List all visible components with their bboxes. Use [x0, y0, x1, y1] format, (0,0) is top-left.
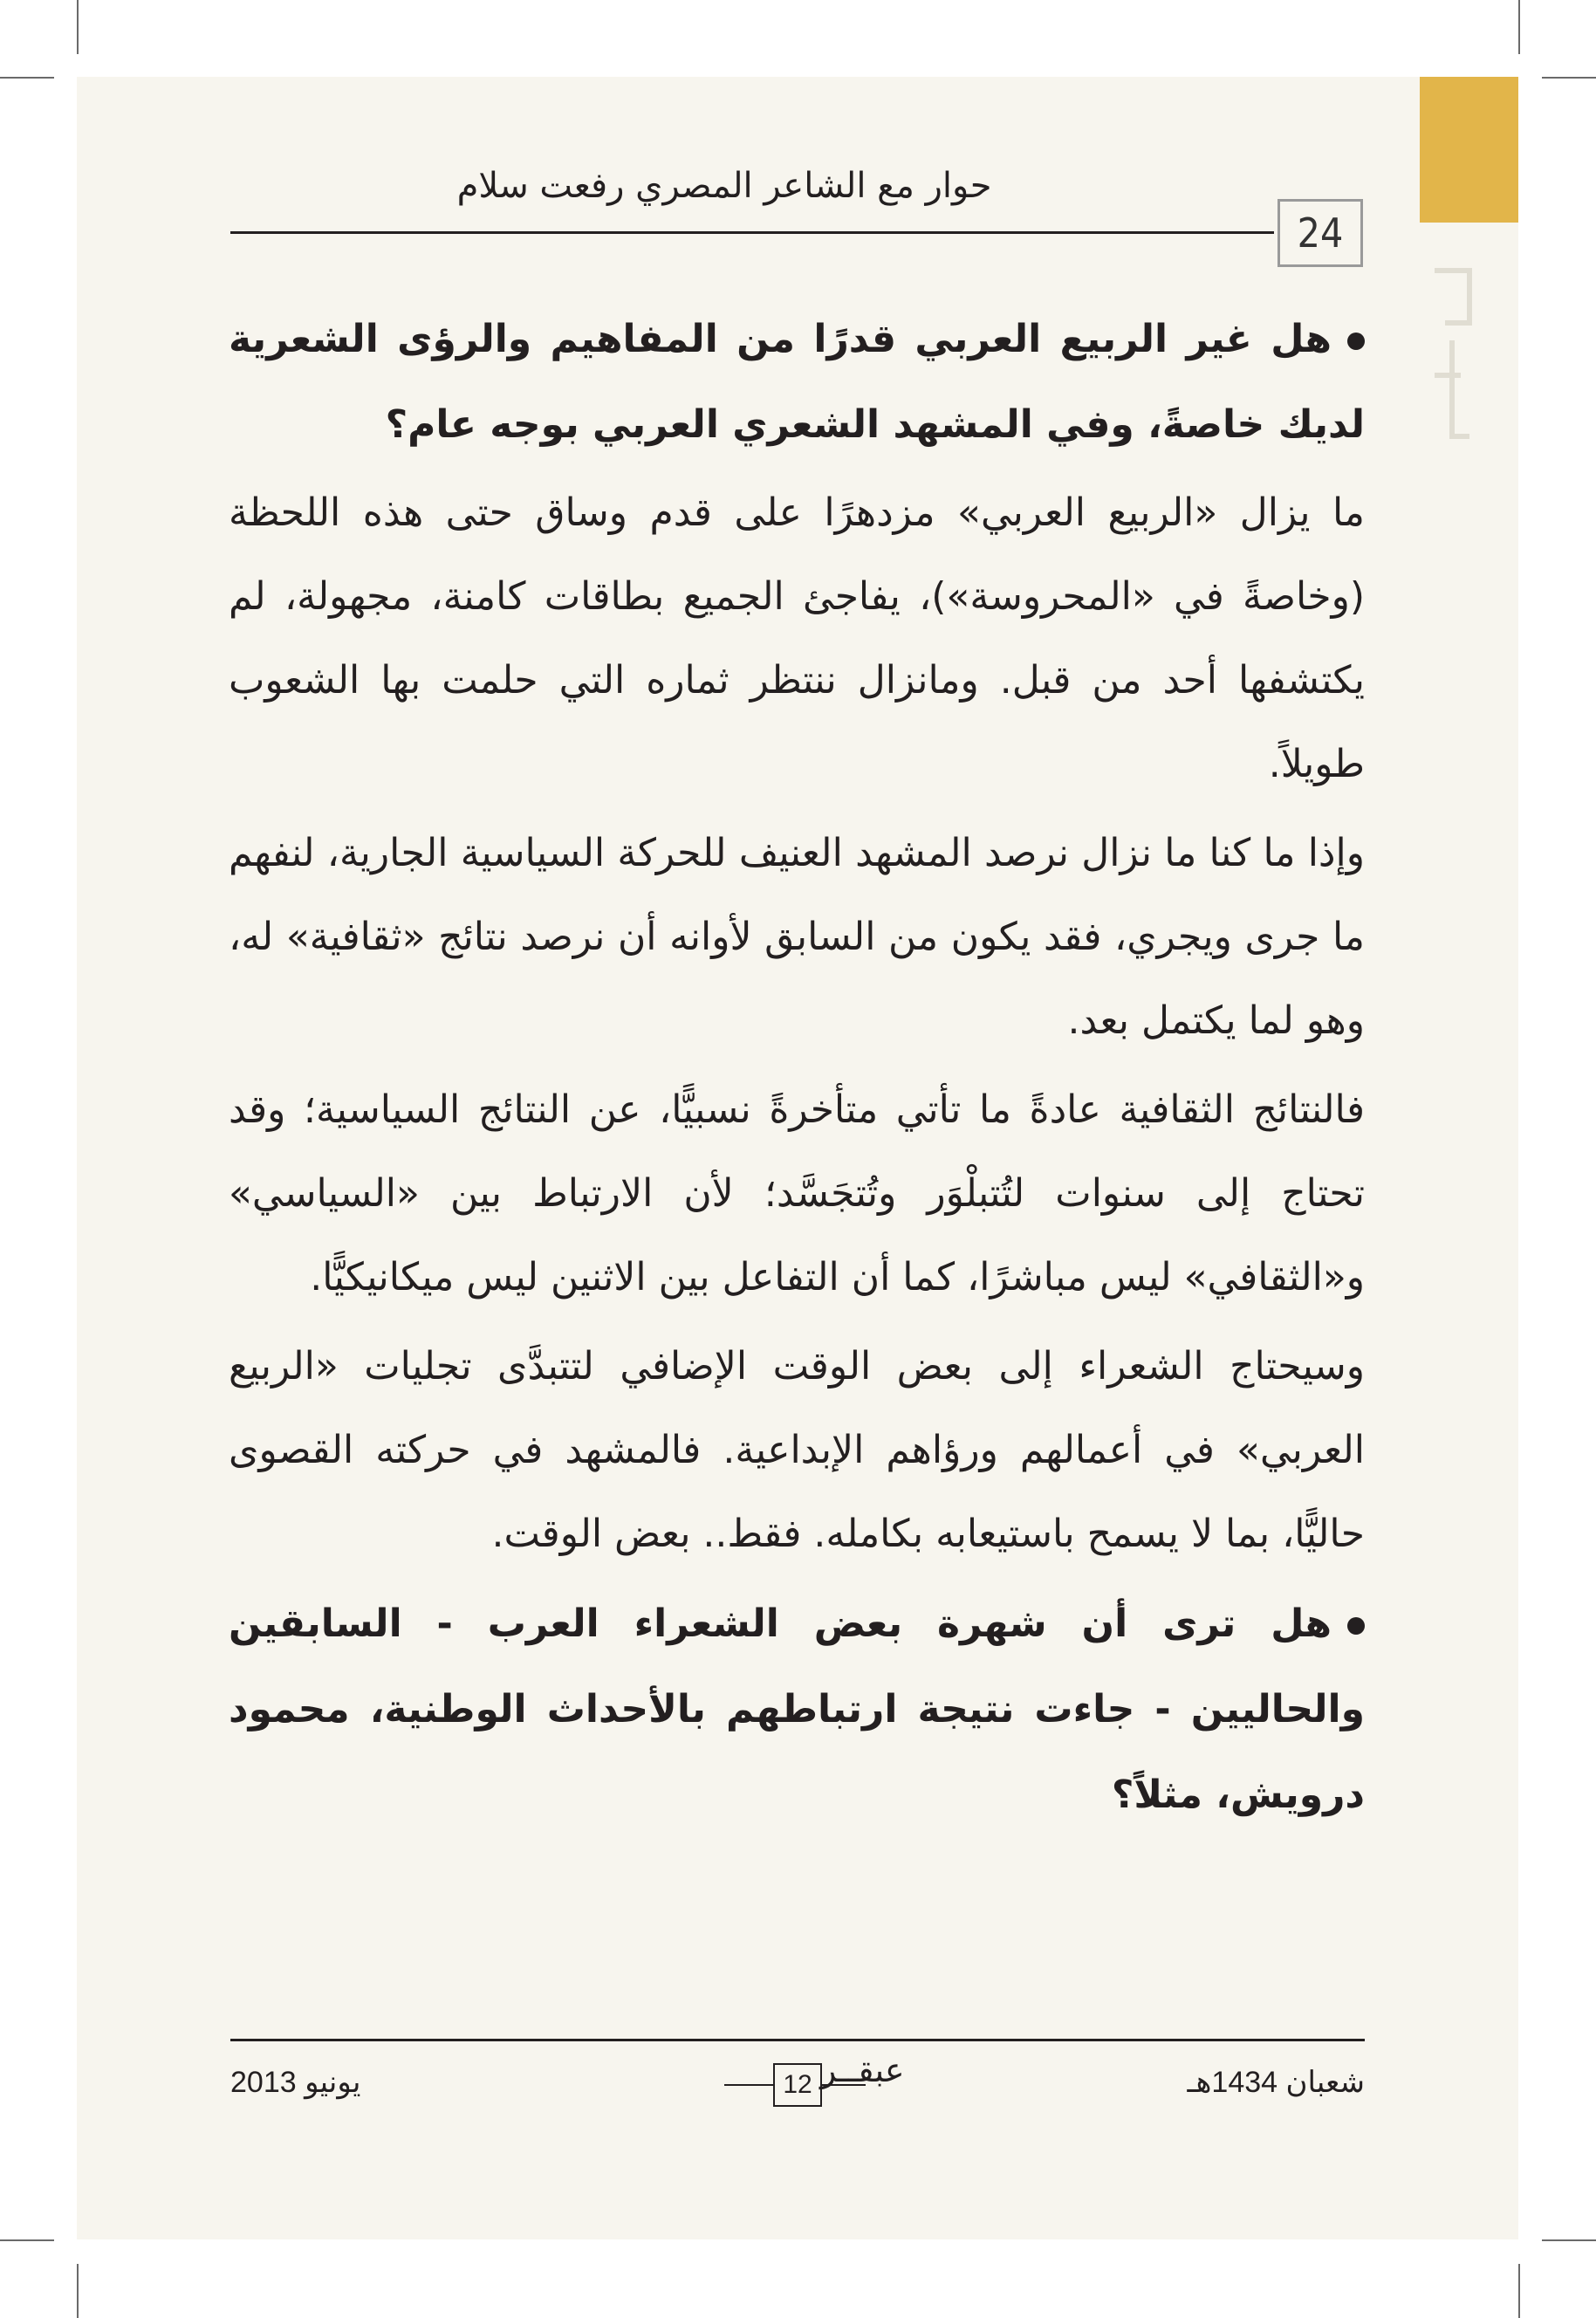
- answer-paragraph: وسيحتاج الشعراء إلى بعض الوقت الإضافي لتتبدَّى تجليات «الربيع العربي» في أعمالهم ورؤاهم الإبداعية. فالمشهد في حركته القصوى حاليًّا، بما لا يسمح باستيعابه بكامله. فقط.. بعض الوقت.: [229, 1344, 1365, 1556]
- footer-magazine-mark: [698, 2051, 925, 2112]
- header-rule: [230, 231, 1274, 234]
- answer-paragraph: ما يزال «الربيع العربي» مزدهرًا على قدم وساق حتى هذه اللحظة (وخاصةً في «المحروسة»)، يفاجئ الجميع بطاقات كامنة، مجهولة، لم يكتشفها أحد من قبل. ومانزال ننتظر ثماره التي حلمت بها الشعوب طويلاً.: [229, 490, 1365, 786]
- crop-mark: [77, 2264, 79, 2318]
- crop-mark: [1542, 2239, 1596, 2241]
- bullet-icon: [1347, 1617, 1365, 1635]
- crop-mark: [0, 2239, 54, 2241]
- crop-mark: [1542, 77, 1596, 79]
- bullet-icon: [1347, 333, 1365, 350]
- crop-mark: [0, 77, 54, 79]
- page-number: 24: [1277, 199, 1363, 267]
- footer-hijri-date: شعبان 1434هـ: [1187, 2066, 1365, 2099]
- crop-mark: [1518, 2264, 1520, 2318]
- answer-paragraph: فالنتائج الثقافية عادةً ما تأتي متأخرةً نسبيًّا، عن النتائج السياسية؛ وقد تحتاج إلى سنوات لتُتبلْوَر وتُتجَسَّد؛ لأن الارتباط بين «السياسي» و«الثقافي» ليس مباشرًا، كما أن التفاعل بين الاثنين ليس ميكانيكيًّا.: [229, 1087, 1365, 1300]
- crop-mark: [1518, 0, 1520, 54]
- magazine-page-number: 12: [773, 2063, 822, 2107]
- running-header-title: حوار مع الشاعر المصري رفعت سلام: [456, 166, 992, 206]
- interview-question: [229, 297, 1365, 468]
- crop-mark: [77, 0, 79, 54]
- question-text: هل غير الربيع العربي قدرًا من المفاهيم والرؤى الشعرية لديك خاصةً، وفي المشهد الشعري العربي بوجه عام؟: [229, 317, 1365, 447]
- article-body: [229, 297, 1365, 1838]
- footer-gregorian-date: يونيو 2013: [230, 2066, 361, 2099]
- answer-paragraph: وإذا ما كنا ما نزال نرصد المشهد العنيف للحركة السياسية الجارية، لنفهم ما جرى ويجري، فقد يكون من السابق لأوانه أن نرصد نتائج «ثقافية» له، وهو لما يكتمل بعد.: [229, 831, 1365, 1043]
- question-text: هل ترى أن شهرة بعض الشعراء العرب - السابقين والحاليين - جاءت نتيجة ارتباطهم بالأحداث الوطنية، محمود درويش، مثلاً؟: [229, 1601, 1365, 1817]
- footer-line: [724, 2084, 773, 2086]
- footer-rule: [230, 2039, 1365, 2041]
- section-tab: [1420, 77, 1518, 223]
- magazine-logo: عبقــر: [820, 2051, 905, 2089]
- interview-question: [229, 1581, 1365, 1838]
- section-ornament: [1426, 262, 1478, 463]
